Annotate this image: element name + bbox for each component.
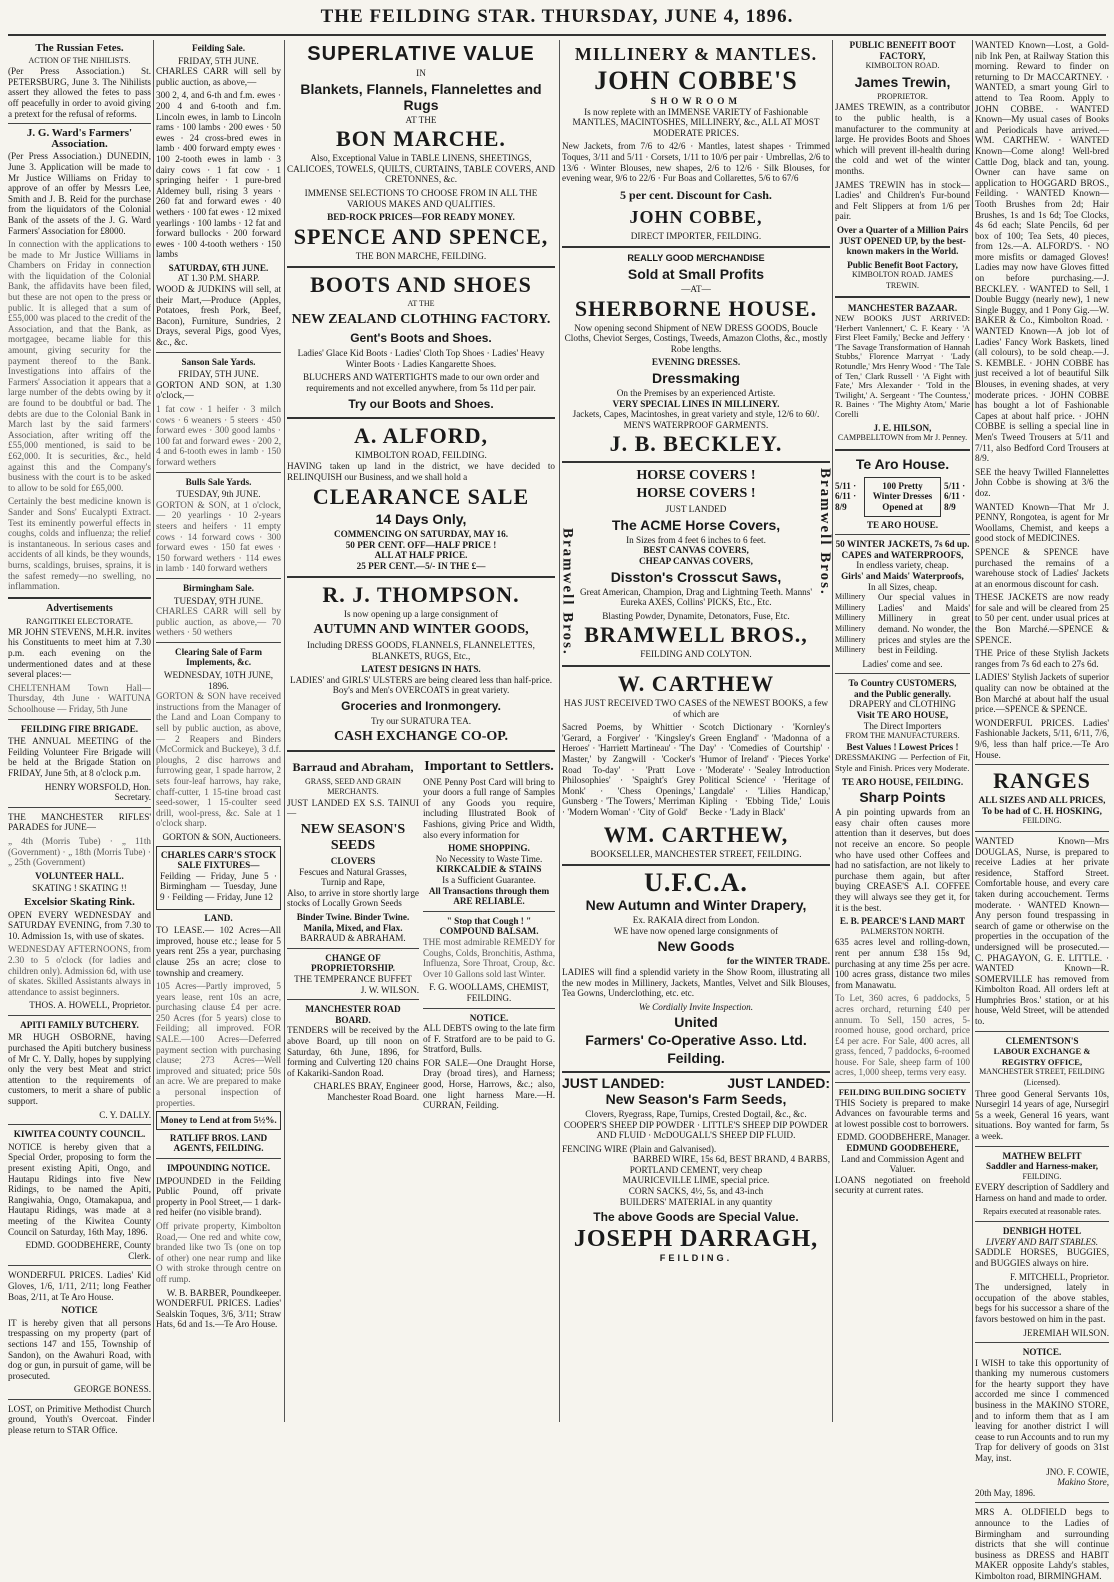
article-text: (Per Press Association.) St. PETERSBURG, June 3. The Nihilists assert they allowed the fetes to pass off peacefully in order to avoid giving a pretext for the refusal of reforms. (8, 66, 151, 119)
ad-text: Ladies' come and see. (862, 658, 943, 669)
ad-subtitle: New Goods (657, 938, 735, 955)
sale-date: TUESDAY, 9TH JUNE. (173, 595, 264, 606)
ad-title: FEILDING BUILDING SOCIETY (838, 1087, 967, 1098)
ad-headline: W. CARTHEW (617, 671, 775, 697)
ad-text: THE MANCHESTER RIFLES' PARADES for JUNE— (8, 811, 151, 833)
ad-title: " Stop that Cough ! " (446, 915, 532, 926)
ad-title: COMPOUND BALSAM. (439, 926, 539, 937)
ad-text: KIMBOLTON ROAD. JAMES TREWIN. (851, 270, 954, 290)
classified-ad: SPENCE & SPENCE have purchased the remains of a warehouse stock of Ladies' Jackets at an enormous discount for cash. (975, 546, 1109, 589)
ad-text: Now opening second Shipment of NEW DRESS GOODS, Boucle Cloths, Cheviot Serges, Costings, Tweeds, Amazon Cloths, &c., mostly Robe lengths. (564, 322, 828, 354)
column-divider (284, 40, 285, 1422)
ad-text: In endless variety, cheap. (856, 560, 949, 571)
signature: THOS. A. HOWELL, Proprietor. (29, 1000, 151, 1011)
price-list: New Jackets, from 7/6 to 42/6 · Mantles, latest shapes · Trimmed Toques, 3/11 and 5/11 · Corsets, 1/11 to 10/6 per pair · Umbrellas, 2/6 to 13/6 · Winter Blouses, new shapes, 2/6 to 12/6 · Silk Blouses, for evening wear, 9/6 to 22/6 · Fur Boas and Collarettes, 5/6 to 67/6 (562, 141, 830, 184)
headline: J. G. Ward's Farmers' Association. (26, 127, 133, 150)
ad-subtitle: 14 Days Only, (375, 511, 467, 528)
sale-title: Feilding Sale. (191, 43, 246, 53)
signature: F. G. WOOLLAMS, CHEMIST, FEILDING. (429, 982, 549, 1003)
ad-text: LOST, on Primitive Methodist Church ground, Youth's Overcoat. Finder please return to STAR Office. (8, 1403, 151, 1436)
ad-text: Is now replete with an IMMENSE VARIETY of Fashionable MANTLES, MACINTOSHES, MILLINERY, &c., ALL AT MOST MODERATE PRICES. (572, 106, 820, 138)
column-divider (153, 40, 154, 1422)
classified-ad: LADIES' Stylish Jackets of superior quality can now be obtained at the Bon Marché at about half the usual price.—SPENCE & SPENCE. (975, 672, 1109, 715)
ad-headline: RANGES (993, 768, 1091, 794)
ad-text: BARRAUD & ABRAHAM. (300, 933, 406, 944)
ad-headline: A. ALFORD, (353, 423, 489, 449)
ad-headline: Important to Settlers. (424, 758, 554, 774)
ad-headline: JUST LANDED: (562, 1075, 665, 1092)
classified-ad: SEE the heavy Twilled Flannelettes John Cobbe is showing at 3/6 the doz. (975, 466, 1109, 498)
ad-text: GORTON AND SON, at 1.30 o'clock,— (156, 379, 281, 401)
ad-text: NOTICE is hereby given that a Special Order, proposing to form the present existing Apiti, Ongo, and Hautapu Ridings into five New Ridings, to be named the Apiti, Rangiwahia, Ongo, Otamakapua, and Hautapu Ridings, was made at a meeting of the Kiwitea County Council on Saturday, 16th May, 1896. (8, 1141, 151, 1237)
ad-subtitle: LIVERY AND BAIT STABLES. (985, 1236, 1099, 1247)
stock-list: 1 fat cow · 1 heifer · 3 milch cows · 6 weaners · 5 steers · 450 forward ewes · 300 good lambs · 100 fat and forward ewes · 200 2, 4 and 6-tooth ewes in lamb · 150 forward wethers (156, 404, 281, 467)
column-5 (835, 40, 970, 1422)
classified-ads: WANTED Known—Lost, a Gold-nib Ink Pen, at Railway Station this morning. Reward to finder on returning to Dr MACCARTNEY. · WANTED, a smart young Girl to attend to Tea Room. Apply to JOHN COBBE. · WANTED Known—My usual cases of Books and Periodicals have arrived.—WM. CARTHEW. · WANTED Known—Come along! Well-bred Cattle Dog, black and tan, young. Owner can have same on application to HOGGARD BROS., Feilding. · WANTED Known—Tooth Brushes from 2d; Hair Brushes, 1s and 1s 6d; Toe Clocks, 4s 6d each; Slate Pencils, 6d per box of 100; Tea Sets, 40 pieces, from 12s.—A. ALFORD'S. · NO more misfits or damaged Gloves! Ladies may now have Gloves fitted on before purchasing.—J. BECKLEY. · WANTED to Sell, 1 Double Buggy (nearly new), 1 new Single Buggy, and 1 Pony Gig.—W. BAKER & Co., Kimbolton Road. · WANTED Known—A job lot of Ladies' Fancy Work Baskets, lined (all colours), to be sold cheap.—J. S. KEMBLE. · JOHN COBBE has just received a lot of beautiful Silk Blouses, in evening shades, at very moderate prices. · JOHN COBBE has bought a lot of Fashionable Capes at about half price. · JOHN COBBE is selling a special line in Men's Tweed Trousers at 5/11 and 7/11, also Bedford Cord Trousers at 8/9. (975, 40, 1109, 464)
column-1 (8, 40, 151, 1436)
ad-headline: HORSE COVERS ! (636, 486, 756, 502)
ad-text: Fescues and Natural Grasses, Turnip and Rape, (299, 866, 407, 888)
ad-text: MR JOHN STEVENS, M.H.R. invites his Constituents to meet him at 7.30 p.m. each evening on the undermentioned dates and at these several places:— (8, 626, 151, 680)
ad-text: Blasting Powder, Dynamite, Detonators, Fuse, Etc. (602, 610, 790, 621)
ad-headline: AUTUMN AND WINTER GOODS, (313, 622, 529, 638)
ad-title: MATHEW BELFIT (1002, 1150, 1082, 1161)
masthead-rule (8, 34, 1106, 36)
ad-text: THIS Society is prepared to make Advances on favourable terms and at lowest possible cost to borrowers. (835, 1097, 970, 1129)
ad-subtitle: New Season's Farm Seeds, (605, 1090, 787, 1107)
classified-ad: WANTED Known—That Mr J. PENNY, Rongotea, is agent for Mr Woollams, Chemist, and keeps a good stock of MEDICINES. (975, 501, 1109, 544)
ad-title: MANCHESTER ROAD BOARD. (305, 1004, 401, 1025)
ad-text: AT THE (407, 299, 435, 309)
ad-text: The Direct Importers (863, 720, 942, 731)
ad-subtitle: New Autumn and Winter Drapery, (585, 897, 807, 914)
vertical-label: Bramwell Bros. (817, 468, 833, 596)
ad-text: THE TEMPERANCE BUFFET (294, 973, 412, 984)
ad-headline: SHERBORNE HOUSE. (574, 295, 818, 321)
ad-text: DRESSMAKING — Perfection of Fit, Style and Finish. Prices very Moderate. (835, 752, 970, 774)
ad-text: BUILDERS' MATERIAL in any quantity (619, 1196, 773, 1207)
ad-text: COOPER'S SHEEP DIP POWDER · LITTLE'S SHEEP DIP POWDER AND FLUID · McDOUGALL'S SHEEP DIP FLUID. (563, 1119, 829, 1141)
ad-text: VERY SPECIAL LINES IN MILLINERY. (612, 398, 780, 409)
ad-text: WOOD & JUDKINS will sell, at their Mart,—Produce (Apples, Potatoes, fresh Pork, Beef, Bacon), Furniture, Sundries, 2 Drays, several Pigs, good Vyes, &c., &c. (156, 284, 281, 348)
ad-subtitle: SKATING ! SKATING !! (32, 883, 127, 894)
ad-text: ONE Penny Post Card will bring to your doors a full range of Samples of any Goods you require, including Illustrated Book of Fashions, giving Price and Width, also every information for (423, 776, 555, 840)
ad-headline: Barraud and Abraham, (292, 759, 414, 774)
ad-text: THE ANNUAL MEETING of the Feilding Volunteer Fire Brigade will be held at the Brigade Station on FRIDAY, June 5th, at 8 o'clock p.m. (8, 736, 151, 778)
ad-text: Is a Sufficient Guarantee. (442, 874, 536, 885)
signature: J. E. HILSON, (873, 422, 932, 433)
signature: J. W. WILSON. (360, 984, 419, 995)
ad-text: LADIES will find a splendid variety in the Show Room, illustrating all the new modes in Millinery, Jackets, Mantles, Velvet and Silk Blouses, Tea Gowns, Underclothing, etc. etc. (562, 966, 830, 999)
ad-headline: JOHN COBBE'S (594, 66, 798, 95)
ad-slogan: 5 per cent. Discount for Cash. (620, 187, 772, 202)
signature: EDMD. GOODBEHERE, Manager. (837, 1132, 970, 1143)
sale-date: SATURDAY, 6TH JUNE. (168, 262, 269, 273)
ad-text: In all Sizes, cheap. (867, 581, 938, 592)
ad-text: BED-ROCK PRICES—FOR READY MONEY. (327, 212, 515, 223)
ad-text: Over a Quarter of a Million Pairs JUST OPENED UP, by the best-known makers in the World. (836, 224, 969, 257)
ad-subtitle: MANCHESTER STREET, FEILDING (Licensed). (979, 1067, 1105, 1088)
ad-text: Girls' and Maids' Waterproofs, (841, 570, 964, 581)
sale-date: TUESDAY, 9th JUNE. (176, 489, 261, 500)
ad-text: 50 WINTER JACKETS, 7s 6d up. (835, 539, 970, 550)
column-3 (287, 40, 555, 1422)
ad-title: NOTICE. (469, 1012, 509, 1023)
ad-subtitle: ALL SIZES AND ALL PRICES, (978, 795, 1106, 806)
ad-title: Money to Lend at from 5½%. (160, 1115, 277, 1126)
signature: RATLIFF BROS. LAND AGENTS, FEILDING. (169, 1132, 268, 1154)
ad-text: BARBED WIRE, 15s 6d, BEST BRAND, 4 BARBS, (633, 1154, 830, 1165)
ad-text: FEILDING. (1022, 816, 1062, 826)
ad-text: —AT— (681, 283, 711, 294)
book-list: Sacred Poems, by Whittier · 'Gerard, a Forgiver' · 'Kingsley's Heroes' · 'Harriett Martineau' · 'The Master,' by Zangwill · 'Cocker's Road To-day' · 'Pratt Love Philosophies' · 'Spaight's Grey Monk' · 'Chess Openings,' Gunsberg · 'The Towers,' Merriman · 'Modern Woman' · 'City of Gold' (562, 722, 696, 817)
signature: GORTON & SON, Auctioneers. (162, 831, 281, 842)
ad-headline: JUST LANDED: (727, 1075, 830, 1092)
headline: The Russian Fetes. (35, 42, 124, 54)
signature: F. MITCHELL, Proprietor. (1009, 1271, 1109, 1282)
ad-headline: James Trewin, (854, 73, 951, 90)
ad-headline: MILLINERY & MANTLES. (574, 44, 818, 64)
sale-date: WEDNESDAY, 10TH JUNE, 1896. (163, 670, 274, 691)
ad-text: WONDERFUL PRICES. Ladies' Sealskin Toques, 3/6, 3/11; Straw Hats, 6d and 1s.—Te Aro House. (156, 1298, 281, 1330)
ad-text: and the Public generally. (854, 688, 951, 699)
ad-headline: BON MARCHE. (336, 126, 506, 152)
ad-subtitle: Groceries and Ironmongery. (341, 699, 501, 714)
ad-text: 25 PER CENT.—5/- IN THE £— (356, 560, 486, 571)
classified-ad: THE Price of these Stylish Jackets ranges from 7s 6d each to 27s 6d. (975, 648, 1109, 669)
signature: JNO. F. COWIE, (1046, 1466, 1109, 1477)
ad-title: TE ARO HOUSE, FEILDING. (841, 776, 964, 787)
ad-headline: Farmers' Co-Operative Asso. Ltd. (585, 1032, 807, 1049)
ad-text: CHEAP CANVAS COVERS, (639, 556, 753, 567)
ad-headline: R. J. THOMPSON. (322, 582, 520, 608)
ad-title: To Country CUSTOMERS, (848, 678, 957, 689)
sale-time: AT 1.30 P.M. SHARP. (177, 273, 260, 284)
section-title: IMPOUNDING NOTICE. (166, 1163, 271, 1173)
ad-headline: SPENCE AND SPENCE, (293, 223, 549, 249)
ad-text: Public Benefit Boot Factory, (847, 259, 958, 270)
ad-text: SADDLE HORSES, BUGGIES, and BUGGIES always on hire. (975, 1247, 1109, 1268)
ad-title: Excelsior Skating Rink. (24, 895, 135, 908)
ad-headline: CASH EXCHANGE CO-OP. (333, 728, 509, 744)
sale-title: Clearing Sale of Farm Implements, &c. (174, 646, 262, 668)
ad-text: IMMENSE SELECTIONS TO CHOOSE FROM IN ALL THE VARIOUS MAKES AND QUALITIES. (304, 187, 538, 209)
ad-text: AT THE (405, 114, 437, 125)
ad-text: BLUCHERS AND WATERTIGHTS made to our own order and requirements and not excelled anywhere, from 5s 11d per pair. (302, 372, 540, 393)
ad-text: Try our SURATURA TEA. (370, 716, 472, 727)
ad-text: Manila, Mixed, and Flax. (303, 922, 403, 933)
ad-title: TE ARO HOUSE. (866, 519, 939, 530)
book-list: NEW BOOKS JUST ARRIVED: 'Herbert Vanlennert,' C. F. Keary · 'A First Fleet Family,' Becke and Jeffery · 'The Savage Transformation of Hannah Stubbs,' Florence Marryat · 'Lady Rotundle,' Mrs Henry Wood · 'The Tale of Ten,' Clark Russell · 'A Fight with Fate,' Mrs Alexander · 'Told in the Twilight,' A. Sergeant · 'The Countess,' R. Baines · 'The Mighty Atom,' Marie Corelli (835, 313, 970, 419)
ad-products: Blankets, Flannels, Flannelettes and Rugs (300, 80, 542, 113)
signature: HENRY WORSFOLD, Hon. Secretary. (44, 781, 151, 803)
ad-subtitle: FEILDING AND COLYTON. (640, 649, 752, 660)
signature: EDMD. GOODBEHERE, County Clerk. (25, 1240, 151, 1261)
stock-list: GORTON & SON, at 1 o'clock,— 20 yearlings · 10 2-years steers and heifers · 11 empty cows · 14 forward cows · 300 forward ewes · 150 fat ewes · 150 forward wethers · 114 ewes in lamb · 140 forward wethers (156, 499, 281, 574)
ad-text: Is now opening up a large consignment of (343, 609, 499, 620)
ad-text: WONDERFUL PRICES. Ladies' Kid Gloves, 1/6, 1/11, 2/11; long Feather Boas, 2/11, at Te Aro House. (8, 1270, 151, 1302)
ad-headline: Feilding. (667, 1050, 725, 1067)
column-divider (559, 40, 560, 1422)
sale-title: Birmingham Sale. (183, 582, 254, 593)
signature: JEREMIAH WILSON. (1023, 1327, 1109, 1338)
ad-text: Ex. RAKAIA direct from London. (632, 915, 760, 926)
ad-subtitle: The ACME Horse Covers, (611, 516, 781, 533)
ad-text: A pin pointing upwards from an easy chair often causes more attention than it deserves, but does not receive an encore. So people who have used other Coffees and had no satisfaction, are not likely to purchase them again, but after buying CREASE'S A.I. COFFEE they will always see they get it, for it is the best. (835, 807, 970, 913)
ad-subtitle: Saddler and Harness-maker, (985, 1161, 1099, 1172)
ad-title: KIWITEA COUNTY COUNCIL. (13, 1129, 146, 1140)
ad-subtitle: Disston's Crosscut Saws, (610, 568, 782, 585)
ad-text: JAMES TREWIN, as a contributor to the public health, is a manufacturer to the community at large. He provides Boots and Shoes which will prevent ill-health during the cold and wet of the winter months. (835, 102, 970, 176)
ad-title: EDMUND GOODBEHERE, (846, 1143, 959, 1154)
ad-text: HAS JUST RECEIVED TWO CASES of the NEWEST BOOKS, a few of which are (563, 698, 829, 719)
ad-text: I WISH to take this opportunity of thanking my numerous customers for the hearty support they have accorded me since I commenced business in the MAKINO STORE, and to inform them that as I am leaving for another district I will cease to run Accounts and to run my Trap for delivery of goods on 31st May, inst. (975, 1357, 1109, 1464)
ad-text: To be had of C. H. HOSKING, (982, 805, 1102, 816)
ad-text: JUST LANDED (665, 504, 727, 515)
vertical-label: Bramwell Bros. (559, 528, 576, 656)
ad-text: EVERY description of Saddlery and Harness on hand and made to order. (975, 1182, 1109, 1203)
ad-text: Jackets, Capes, Macintoshes, in great variety and style, 12/6 to 60/. (572, 409, 820, 420)
price-box: 100 Pretty Winter Dresses Opened at (864, 477, 941, 517)
ad-text: Our special values in Ladies' and Maids' Millinery in great demand. No wonder, the prices and styles are the best in Feilding. (878, 592, 970, 656)
ad-subtitle: KIMBOLTON ROAD. (865, 61, 940, 71)
ad-title: NOTICE. (1022, 1347, 1062, 1358)
subhead: RANGITIKEI ELECTORATE. (25, 616, 134, 627)
ad-text: EVENING DRESSES. (651, 357, 741, 368)
ad-title: E. B. PEARCE'S LAND MART (839, 916, 966, 927)
ad-text: CHARLES CARR will sell by public auction, as above,— (156, 66, 281, 87)
ad-text: „ 4th (Morris Tube) · „ 11th (Government) · „ 18th (Morris Tube) · „ 25th (Government) (8, 835, 151, 868)
ad-subtitle: DIRECT IMPORTER, FEILDING. (630, 230, 762, 241)
ad-headline: NEW ZEALAND CLOTHING FACTORY. (291, 311, 551, 327)
ad-headline: SUPERLATIVE VALUE (307, 43, 535, 65)
ad-text: COMMENCING ON SATURDAY, MAY 16. (333, 529, 509, 540)
ad-headline: Te Aro House. (855, 455, 950, 472)
ad-subtitle: KIMBOLTON ROAD, FEILDING. (355, 450, 487, 461)
ad-subtitle: PROPRIETOR. (877, 91, 928, 101)
ad-text: Great American, Champion, Drag and Lightning Teeth. Manns' Eureka AXES, Collins' PICKS, Etc., Etc. (580, 586, 813, 608)
ad-headline: JOHN COBBE, (629, 206, 763, 227)
ad-subtitle: Dressmaking (652, 369, 740, 386)
column-6 (975, 40, 1109, 1581)
signature: GEORGE BONESS. (73, 1384, 151, 1395)
ad-text: 105 Acres—Partly improved, 5 years lease, rent 10s an acre, purchasing clause £4 per acre. 250 Acres (for 5 years) close to Feilding; all improved. FOR SALE.—100 Acres—Deferred payment section with purchasing clause; 273 Acres—Well improved and situated; price 50s an acre. We are prepared to make a personal inspection of properties. (156, 981, 281, 1108)
ad-headline: U.F.C.A. (644, 868, 748, 898)
stock-list: 300 2, 4, and 6-th and f.m. ewes · 200 4 and 6-tooth and f.m. Lincoln ewes, in lamb to Lincoln rams · 100 lambs · 200 ewes · 50 ewes · 24 cross-bred ewes in lamb · 400 forward empty ewes · 100 2-tooth ewes in lamb · 3 dairy cows · 1 fat cow · 1 springing heifer · 1 pure-bred Aldemey bull, rising 3 years · 260 fat and forward ewes · 40 wethers · 100 fat ewes · 12 mixed yearlings · 100 lambs · 12 fat and forward bullocks · 200 forward ewes · 100 4-tooth wethers · 150 lambs (156, 90, 281, 260)
ad-text: FROM THE MANUFACTURERS. (845, 731, 960, 741)
ad-subtitle: BOOKSELLER, MANCHESTER STREET, FEILDING. (590, 848, 802, 859)
ad-headline: CLEARANCE SALE (312, 484, 530, 510)
ad-text: TO LEASE.— 102 Acres—All improved, house etc.; lease for 5 years rent 25s a year, purchasing clause 25s an acre; close to township and creamery. (156, 925, 281, 978)
ad-text: Boy's and Men's OVERCOATS in great variety. (332, 685, 510, 696)
ad-slogan: Try our Boots and Shoes. (348, 397, 494, 412)
ad-text: WE have now opened large consignments of (613, 925, 779, 936)
article-text: (Per Press Association.) DUNEDIN, June 3. Application will be made to Mr Justice Williams on Friday to approve of an offer by Messrs Lee, Smith and J. B. Reid for the purchase from the liquidators of the Colonial Bank of the assets of the J. G. Ward Farmers' Association for £8000. (8, 151, 151, 236)
ad-text: FOR SALE—One Draught Horse, Dray (broad tires), and Harness; good, Horse, Harrows, &c.; also, one light harness Mare.—H. CURRAN, Feilding. (423, 1057, 555, 1111)
signature: Makino Store, (1057, 1477, 1109, 1488)
ad-text: Ladies' Glace Kid Boots · Ladies' Cloth Top Shoes · Ladies' Heavy Winter Boots · Ladies Kangarette Shoes. (297, 347, 545, 369)
masthead: THE FEILDING STAR. THURSDAY, JUNE 4, 1896. (320, 6, 794, 27)
ad-headline: J. B. BECKLEY. (609, 431, 783, 457)
ad-text: Also, Exceptional Value in TABLE LINENS, SHEETINGS, CALICOES, TOWELS, QUILTS, CURTAINS, TABLE COVERS, AND CRETONNES, &c. (287, 153, 555, 185)
ad-title: MANCHESTER BAZAAR. (847, 303, 958, 314)
ad-text: IN (416, 68, 426, 78)
signature: W. B. BARBER, Poundkeeper. (166, 1287, 281, 1298)
ad-text: PORTLAND CEMENT, very cheap (629, 1164, 763, 1175)
ad-text: KIRKCALDIE & STAINS (436, 864, 542, 875)
price-column: 5/11 · 6/11 · 8/9 (944, 480, 966, 512)
ad-headline: BRAMWELL BROS., (584, 622, 808, 648)
article-body: In connection with the applications to be made to Mr Justice Williams in Chambers on Friday in connection with the liquidation of the Colonial Bank, the affidavits have been filed, but these are not open to the press or public. It is alleged that a sum of £55,000 was placed to the credit of the Association, and that the Bank, as mortgagee, became liable for this amount, giving security for the payment thereof to the Bank. Investigations into affairs of the Farmers' Association it appears that a large number of the debts owing by it are found to be doubtful or bad. The debts are due to the Colonial Bank in March last by the said farmers' Association, after writing off the £55,000 mentioned, is said to be £62,000. It is securities, &c., held against this and the Company's business with the court is to be asked to allow to be sold for £65,000. (8, 239, 151, 493)
sale-date: FRIDAY, 5TH JUNE. (178, 55, 259, 66)
ad-text: Clovers, Ryegrass, Rape, Turnips, Crested Dogtail, &c., &c. (585, 1108, 807, 1119)
ad-headline: BOOTS AND SHOES (310, 272, 532, 298)
ad-subtitle: Sold at Small Profits (627, 265, 765, 282)
ad-text: Binder Twine. Binder Twine. (296, 911, 410, 922)
ad-text: ALL DEBTS owing to the late firm of F. Stratford are to be paid to G. Stratford, Bulls. (423, 1023, 555, 1055)
sale-title: Sanson Sale Yards. (181, 356, 256, 367)
section-title: Advertisements (46, 602, 113, 614)
ad-text: All Transactions through them ARE RELIABLE. (428, 885, 550, 907)
ad-text: Repairs executed at reasonable rates. (983, 1206, 1101, 1216)
ad-text: LOANS negotiated on freehold security at current rates. (835, 1174, 970, 1196)
ad-title: APITI FAMILY BUTCHERY. (20, 1019, 139, 1030)
ad-text: HAVING taken up land in the district, we have decided to RELINQUISH our Business, and we shall hold a (287, 460, 555, 482)
ad-subtitle: SHOWROOM (650, 96, 742, 106)
ad-text: We Cordially Invite Inspection. (638, 1001, 754, 1012)
ad-text: OPEN EVERY WEDNESDAY and SATURDAY EVENING, from 7.30 to 10. Admission 1s, with use of skates. (8, 909, 151, 941)
ad-subtitle: FEILDING. (659, 1253, 733, 1264)
classified-ad: THESE JACKETS are now ready for sale and will be cleared from 25 to 50 per cent. under usual prices at the Bon Marché.—SPENCE & SPENCE. (975, 592, 1109, 645)
ad-text: ALL AT HALF PRICE. (374, 550, 468, 561)
ad-headline: United (674, 1014, 718, 1031)
ad-headline: HORSE COVERS ! (636, 468, 756, 484)
column-4 (559, 40, 833, 1422)
ad-text: CAMPBELLTOWN from Mr J. Penney. (837, 433, 968, 443)
ad-text: JUST LANDED EX S.S. TAINUI— (287, 797, 419, 819)
ad-text: Three good General Servants 10s, Nursegirl 14 years of age, Nursegirl 5s a week, General 16 years, want situations. Boy wanted for farm, 5s a week. (975, 1088, 1109, 1141)
ad-text: No Necessity to Waste Time. (435, 853, 543, 864)
ad-text: TENDERS will be received by the above Board, up till noon on Saturday, 6th June, 1896, for forming and Culverting 120 chains of Kakariki-Sandon Road. (287, 1025, 419, 1078)
ad-text: MR HUGH OSBORNE, having purchased the Apiti butchery business of Mr C. Y. Dally, hopes by supplying only the very best Meat and strict attention to the requirements of customers, to merit a share of public support. (8, 1032, 151, 1107)
column-divider (832, 40, 833, 1422)
ad-text: for the WINTER TRADE. (726, 956, 830, 967)
ad-text: Best Values ! Lowest Prices ! (846, 741, 959, 752)
subhead: ACTION OF THE NIHILISTS. (28, 55, 131, 65)
classified-ads: WANTED Known—Mrs DOUGLAS, Nurse, is prepared to receive Ladies at her private residence, Stafford Street. Comfortable house, and every care taken during accouchement. Terms moderate. · WANTED Known—Any person found trespassing in search of game or otherwise on the properties in the occupation of the undersigned will be prosecuted.—C. PHAGAYON, G. E. LITTLE. · WANTED Known—R. SOMERVILLE has removed from Kimbolton Road. All orders left at Humphries Bros.' station, or at his house, Weld Street, will be attended to. (975, 835, 1109, 1027)
ad-text: GORTON & SON have received instructions from the Manager of the Land and Loan Company to sell by public auction, as above,— 2 Reapers and Binders (McCormick and Buckeye), 3 d.f. ploughs, 2 disc harrows and furrowing gear, 1 spade harrow, 2 sets four-leaf harrows, hay rake, chaff-cutter, 1 15-tine broad cast seed-sower, 1 15-coulter seed drill, wool-press, &c. Sale at 1 o'clock sharp. (156, 691, 281, 829)
article-body: Certainly the best medicine known is Sander and Sons' Eucalypti Extract. Test its eminently powerful effects in coughs, colds and influenza; the relief is instantaneous. In serious cases and accidents of all kinds, be they wounds, burns, scaldings, bruises, sprains, it is the safest remedy—no swelling, no inflammation. (8, 496, 151, 592)
ad-text: IMPOUNDED in the Feilding Public Pound, off private property in Pool Street,— 1 dark-red heifer (no visible brand). (156, 1175, 281, 1218)
ad-text: Off private property, Kimbolton Road,— One red and white cow, branded like two Ts (one on top of other) one near rump and like O with stroke through centre on off rump. (156, 1220, 281, 1284)
ad-headline: NEW SEASON'S SEEDS (300, 822, 406, 853)
ad-text: In Sizes from 4 feet 6 inches to 6 feet. (626, 534, 766, 545)
ad-text: Including DRESS GOODS, FLANNELS, FLANNELETTES, BLANKETS, RUGS, Etc., (307, 640, 535, 661)
price-column: 5/11 · 6/11 · 8/9 (835, 480, 857, 512)
book-list: Scotch Dictionary · 'Kornley's Green England' · 'Madonna of a Day' · 'Comedies of Courtship' · 'Humor of Ireland' · 'Pieces Yorke' · 'Moderate' · 'Sealey Introduction Political Science' · 'Heritage of Langdale' · 'Lilies Handicap,' Kipling · 'Ebbing Tide,' Louis Becke · 'Lady in Black' (699, 722, 830, 817)
ad-text: MAURICEVILLE LIME, special price. (622, 1175, 770, 1186)
ad-text: MEN'S WATERPROOF GARMENTS. (623, 419, 769, 430)
millinery-list: Millinery Millinery Millinery Millinery Millinery Millinery (835, 592, 866, 655)
ad-text: THE most admirable REMEDY for Coughs, Colds, Bronchitis, Asthma, Influenza, Sore Throat, Croup, &c. Over 10 Gallons sold last Winter. (423, 936, 555, 979)
column-2 (156, 40, 281, 1422)
fixtures-list: Feilding — Friday, June 5 · Birmingham — Tuesday, June 9 · Feilding — Friday, June 12 (160, 870, 277, 902)
ad-title: CLEMENTSON'S (1005, 1035, 1079, 1046)
ad-headline: Sharp Points (859, 789, 946, 806)
ad-text: CHELTENHAM Town Hall—Thursday, 4th June · WAITUNA Schoolhouse — Friday, 5th June (8, 682, 151, 715)
ad-text: LADIES' and GIRLS' ULSTERS are being cleared less than half-price. (289, 674, 553, 685)
ad-text: DRAPERY and CLOTHING (849, 699, 956, 710)
ad-title: FEILDING FIRE BRIGADE. (20, 723, 139, 734)
section-title: LAND. (204, 912, 233, 923)
ad-subtitle: THE BON MARCHE, FEILDING. (355, 250, 487, 261)
ad-title: CHANGE OF PROPRIETORSHIP. (311, 952, 395, 974)
column-divider (972, 40, 973, 1422)
ad-headline: JOSEPH DARRAGH, (573, 1226, 819, 1253)
ad-text: BEST CANVAS COVERS, (643, 545, 749, 556)
ad-subtitle: Gent's Boots and Shoes. (350, 330, 492, 345)
classified-ad: WONDERFUL PRICES. Ladies' Fashionable Jackets, 5/11, 6/11, 7/6, 9/6, less than half price.—Te Aro House. (975, 717, 1109, 760)
ad-title: DENBIGH HOTEL (1002, 1226, 1082, 1237)
sale-date: FRIDAY, 5TH JUNE. (178, 369, 259, 380)
signature: CHARLES BRAY, Engineer Manchester Road Board. (313, 1081, 419, 1102)
signature: C. Y. DALLY. (99, 1109, 151, 1120)
ad-date: 20th May, 1896. (975, 1487, 1036, 1498)
ad-text: JAMES TREWIN has in stock—Ladies' and Children's Fur-bound and Felt Slippers at from 1/6 per pair. (835, 179, 970, 222)
ad-text: REALLY GOOD MERCHANDISE (627, 253, 765, 264)
ad-text: WEDNESDAY AFTERNOONS, from 2.30 to 5 o'clock (for ladies and children only). Admission 6d, with use of skates. Skilled Assistants always in attendance to assist beginners. (8, 944, 151, 997)
ad-text: CAPES and WATERPROOFS, (841, 549, 964, 560)
ad-text: CORN SACKS, 4½, 5s, and 43-inch (628, 1186, 764, 1197)
ad-text: CHARLES CARR will sell by public auction, as above,— 70 wethers · 50 wethers (156, 606, 281, 638)
ad-headline: WM. CARTHEW, (603, 821, 789, 847)
ad-text: Visit TE ARO HOUSE, (856, 710, 949, 721)
ad-text: 50 PER CENT. OFF—HALF PRICE ! (345, 539, 497, 550)
ad-title: VOLUNTEER HALL. (35, 870, 124, 881)
ad-text: HOME SHOPPING. (448, 843, 530, 854)
ad-text: CLOVERS (330, 856, 376, 866)
ad-text: Land and Commission Agent and Valuer. (841, 1153, 964, 1175)
ad-text: The undersigned, lately in occupation of the above stables, begs for his successor a share of the favors bestowed on him in the past. (975, 1282, 1109, 1324)
ad-text: Also, to arrive in store shortly large stocks of Locally Grown Seeds (287, 887, 419, 909)
ad-title: LABOUR EXCHANGE & REGISTRY OFFICE, (993, 1046, 1091, 1067)
fixtures-title: CHARLES CARR'S STOCK SALE FIXTURES— (160, 849, 277, 871)
ad-subtitle: GRASS, SEED AND GRAIN MERCHANTS. (304, 776, 401, 797)
sale-title: Bulls Sale Yards. (185, 476, 252, 487)
ad-text: MRS A. OLDFIELD begs to announce to the Ladies of Birmingham and surrounding districts that she will continue business as DRESS and HABIT MAKER opposite Lahdy's stables, Kimbolton road, BIRMINGHAM. (975, 1507, 1109, 1581)
ad-text: IT is hereby given that all persons trespassing on my property (part of sections 147 and 155, Township of Sandon), on the Awahuri Road, with dog or gun, in pursuit of game, will be prosecuted. (8, 1317, 151, 1381)
ad-slogan: The above Goods are Special Value. (593, 1210, 799, 1225)
ad-text: FENCING WIRE (Plain and Galvanised). (562, 1143, 717, 1154)
ad-subtitle: PALMERSTON NORTH. (860, 926, 945, 936)
ad-text: 635 acres level and rolling-down, rent per annum £38 15s 9d, purchasing at any time 25s per acre. 100 acres grass, distance two miles from Manawatu. (835, 937, 970, 990)
ad-text: To Let, 360 acres, 6 paddocks, 5 acres orchard, returning £40 per annum. To Sell, 150 acres, 5-roomed house, good orchard, price £4 per acre. For Sale, 400 acres, all grass, fenced, 7 paddocks, 6-roomed house. For Sale, sheep farm of 100 acres, 1,000 sheep, terms very easy. (835, 993, 970, 1078)
ad-text: LATEST DESIGNS IN HATS. (361, 664, 481, 675)
ad-title: PUBLIC BENEFIT BOOT FACTORY, (849, 40, 956, 61)
ad-text: On the Premises by an experienced Artiste. (616, 387, 776, 398)
ad-title: NOTICE (61, 1305, 98, 1316)
ad-text: FEILDING. (1022, 1171, 1062, 1181)
